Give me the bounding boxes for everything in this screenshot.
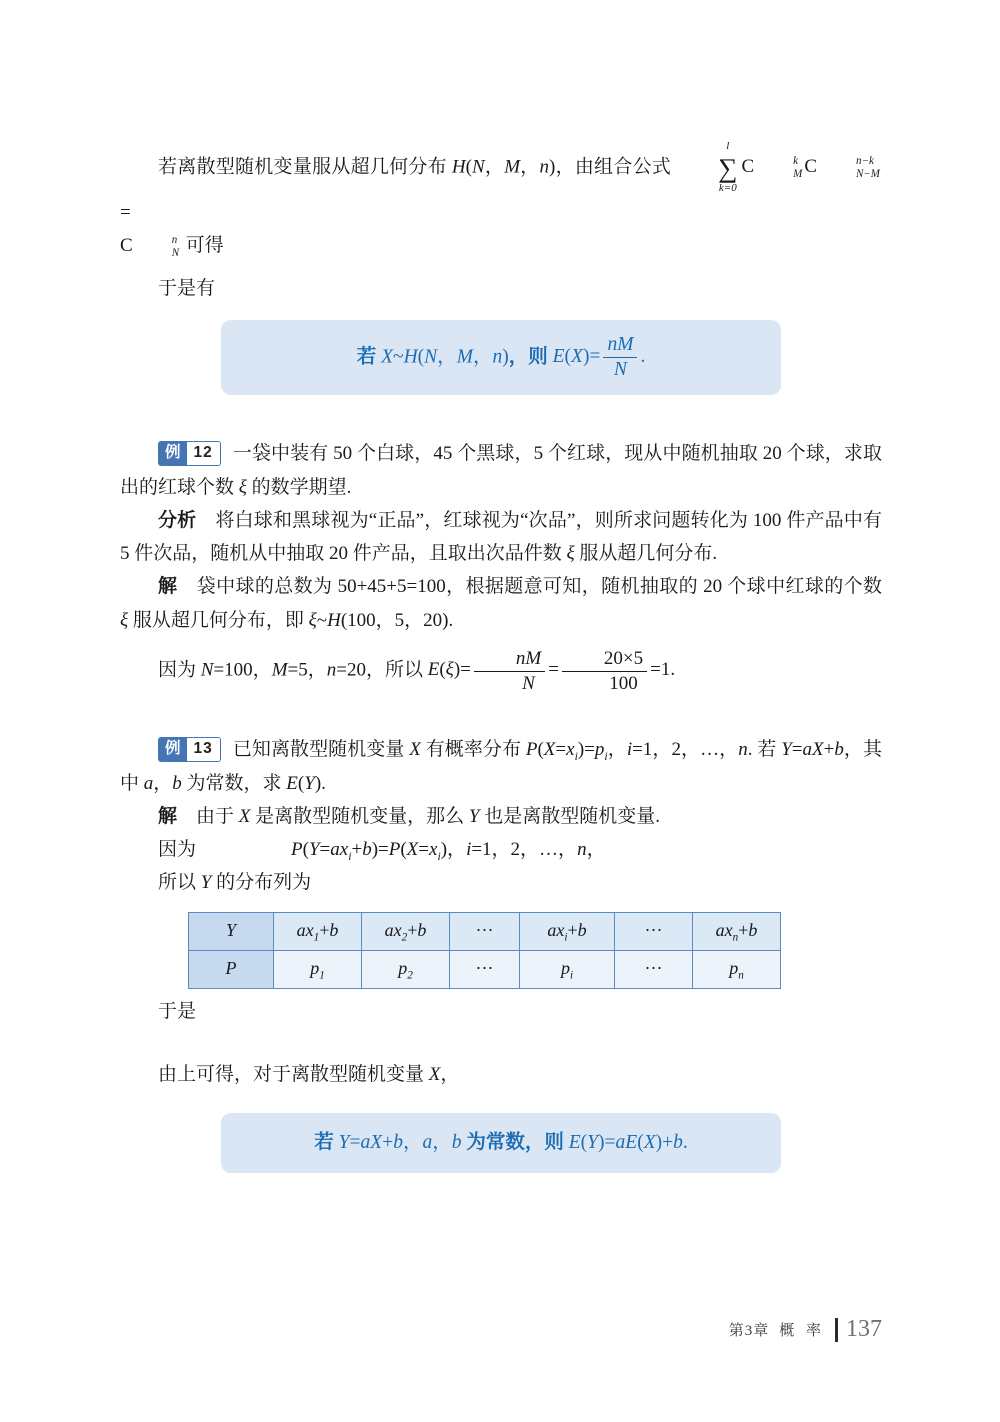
table-cell: $p_n$ <box>693 950 781 988</box>
example12-analysis: 分析 将白球和黑球视为“正品”，红球视为“次品”，则所求问题转化为 100 件产品中有 5 件次品，随机从中抽取 20 件产品，且取出次品件数 ξ 服从超几何分布. <box>120 509 882 565</box>
row-header-cell: Y <box>189 912 274 950</box>
example-badge-number: 12 <box>187 442 220 465</box>
example12-badge <box>158 441 221 466</box>
table-cell: $p_1$ <box>274 950 362 988</box>
table-cell: $p_i$ <box>520 950 615 988</box>
example12-text: 一袋中装有 50 个白球，45 个黑球，5 个红球，现从中随机抽取 20 个球，求取出的红球个数 ξ 的数学期望. <box>120 443 882 498</box>
footer-divider <box>835 1318 838 1342</box>
table-cell: $ax_i+b$ <box>520 912 615 950</box>
example13-so-line: 所以 Y 的分布列为 <box>158 872 312 894</box>
distribution-table-body <box>189 912 781 988</box>
page-number: 137 <box>846 1316 882 1342</box>
subject-label: 概 率 <box>779 1323 825 1339</box>
table-cell: ··· <box>450 950 520 988</box>
row-header-cell: P <box>189 950 274 988</box>
distribution-table <box>188 912 781 989</box>
conclusion-text: 由上可得，对于离散型随机变量 X， <box>158 1063 460 1085</box>
example13-badge <box>158 737 221 762</box>
table-cell: $ax_2+b$ <box>362 912 450 950</box>
example13-because-line: 因为 $P(Y=ax_i+b)=P(X=x_i)$，i=1，2，…，n， <box>158 839 606 863</box>
page-footer <box>729 1316 882 1343</box>
intro-paragraph: 若离散型随机变量服从超几何分布 H(N，M，n)，由组合公式 l ∑ k=0 C k M C n−k N−M = C n N 可得 <box>120 140 880 259</box>
example13-solution: 解 由于 X 是离散型随机变量，那么 Y 也是离散型随机变量. <box>158 805 660 827</box>
then-text: 于是 <box>158 1000 197 1022</box>
table-cell: ··· <box>450 912 520 950</box>
table-cell: ··· <box>615 912 693 950</box>
table-cell: $p_2$ <box>362 950 450 988</box>
example-badge-label: 例 <box>159 442 187 465</box>
table-cell: $ax_n+b$ <box>693 912 781 950</box>
highlight-box-hypergeometric-expectation: 若 X~H(N，M，n)，则 E(X)= $\frac{nM}{N}$ . <box>221 320 781 396</box>
example12-statement <box>120 437 882 504</box>
distribution-table-row <box>189 912 781 950</box>
example13-statement <box>120 733 882 800</box>
table-cell: ··· <box>615 950 693 988</box>
distribution-table-row <box>189 950 781 988</box>
example-badge-number: 13 <box>187 738 220 761</box>
example12-solution: 解 袋中球的总数为 50+45+5=100，根据题意可知，随机抽取的 20 个球中红球的个数 ξ 服从超几何分布，即 ξ~H(100，5，20). <box>120 576 882 631</box>
table-cell: $ax_1+b$ <box>274 912 362 950</box>
highlight-box-linear-expectation: 若 Y=aX+b，a，b 为常数，则 E(Y)=aE(X)+b. <box>221 1113 781 1173</box>
thus-text: 于是有 <box>158 278 216 300</box>
chapter-label: 第3章 <box>728 1323 770 1339</box>
example-badge-label: 例 <box>159 738 187 761</box>
example13-text: 已知离散型随机变量 X 有概率分布 $P(X=x_i)=p_i$，i=1，2，…，n. 若 Y=aX+b，其中 a，b 为常数，求 E(Y). <box>120 739 882 794</box>
example12-computation: 因为 N=100，M=5，n=20，所以 E(ξ)= $\frac{nM}{N}$ = $\frac{20\times 5}{100}$ =1. <box>158 647 676 694</box>
